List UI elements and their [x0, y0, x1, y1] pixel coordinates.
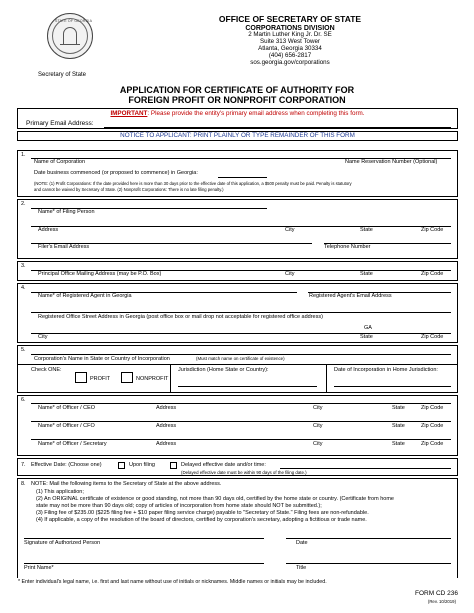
filing-state-label: State	[360, 227, 373, 233]
filing-address-label: Address	[38, 227, 59, 233]
address-line-1: 2 Martin Luther King Jr. Dr. SE	[248, 31, 332, 39]
section-4	[17, 283, 458, 343]
nonprofit-checkbox[interactable]	[121, 372, 133, 383]
secretary-zip-label: Zip Code	[421, 440, 444, 447]
date-incorporation-field[interactable]	[334, 386, 451, 387]
delayed-date-note: (Delayed effective date must be within 90 days of the filing date.)	[181, 469, 307, 475]
date-incorporation-label: Date of Incorporation in Home Jurisdiction:	[334, 367, 438, 373]
date-note-line-2: and cannot be waived by Secretary of State. (2) Nonprofit Corporations: There is no late filing penalty.)	[34, 187, 224, 192]
home-name-field[interactable]	[31, 354, 451, 355]
section-3	[17, 261, 458, 281]
print-name-field[interactable]	[24, 563, 264, 564]
filer-phone-label: Telephone Number	[324, 244, 371, 250]
jurisdiction-field[interactable]	[178, 386, 317, 387]
phone-number: (404) 656-2817	[268, 52, 312, 60]
section-2-number: 2.	[21, 201, 26, 207]
notice-banner	[17, 131, 458, 141]
form-title	[0, 85, 474, 106]
registered-office-city-field[interactable]	[31, 333, 451, 334]
title-field[interactable]	[286, 563, 451, 564]
registered-office-field[interactable]	[31, 312, 451, 313]
ceo-state-label: State	[392, 404, 405, 411]
reservation-number-label: Name Reservation Number (Optional)	[345, 159, 438, 165]
registered-state-label: State	[360, 334, 373, 340]
section-5-number: 5.	[21, 347, 26, 353]
mail-item-1: (1) This application;	[36, 488, 84, 495]
section-6-number: 6.	[21, 397, 26, 403]
effective-date-label: Effective Date: (Choose one)	[31, 462, 102, 468]
officer-cfo-field[interactable]	[31, 421, 451, 422]
filing-zip-label: Zip Code	[421, 227, 444, 233]
section-4-number: 4.	[21, 285, 26, 291]
filing-person-name-label: Name* of Filing Person	[38, 209, 95, 215]
section-5-divider-1	[170, 364, 171, 392]
filing-city-label: City	[285, 227, 295, 233]
principal-zip-label: Zip Code	[421, 271, 444, 277]
ceo-title-label: Name* of Officer / CEO	[38, 404, 96, 411]
officer-ceo-field[interactable]	[31, 403, 451, 404]
date-note-line-1: (NOTE: (1) Profit Corporations: If the date provided here is more than 30 days prior to the effective date of this application, a $500 penalty must be paid. Penalty is statutory	[34, 181, 352, 186]
section-5	[17, 345, 458, 393]
section-7	[17, 458, 458, 476]
profit-label: PROFIT	[90, 376, 111, 382]
secretary-city-label: City	[313, 440, 323, 447]
secretary-title-label: Name* of Officer / Secretary	[38, 440, 107, 447]
section-1	[17, 150, 458, 197]
profit-checkbox[interactable]	[75, 372, 87, 383]
registered-zip-label: Zip Code	[421, 334, 444, 340]
section-5-divider-2	[326, 364, 327, 392]
signature-date-label: Date	[296, 540, 308, 546]
ceo-address-label: Address	[156, 404, 177, 411]
legal-name-footnote: * Enter individual's legal name, i.e. first and last name without use of initials or nicknames. Middle names or initials may be included.	[18, 579, 327, 585]
secretary-state-label: State	[392, 440, 405, 447]
jurisdiction-label: Jurisdiction (Home State or Country):	[178, 367, 269, 373]
office-name: OFFICE OF SECRETARY OF STATE	[218, 14, 362, 24]
cfo-zip-label: Zip Code	[421, 422, 444, 429]
registered-agent-label: Name* of Registered Agent in Georgia	[38, 293, 132, 299]
state-seal	[47, 13, 93, 59]
primary-email-label: Primary Email Address:	[26, 119, 94, 127]
filing-person-address-field[interactable]	[31, 226, 451, 227]
important-text: : Please provide the entity's primary email address when completing this form.	[147, 110, 365, 117]
primary-email-field[interactable]	[104, 127, 451, 128]
seal-arch-icon	[63, 27, 77, 44]
cfo-title-label: Name* of Officer / CFO	[38, 422, 95, 429]
delayed-date-checkbox[interactable]	[170, 462, 177, 469]
section-3-number: 3.	[21, 263, 26, 269]
delayed-date-label: Delayed effective date and/or time:	[181, 462, 266, 468]
form-title-line-1: APPLICATION FOR CERTIFICATE OF AUTHORITY FOR	[119, 85, 355, 95]
address-line-2: Suite 313 West Tower	[260, 38, 320, 46]
registered-office-label: Registered Office Street Address in Georgia (post office box or mail drop not acceptable for registered office address)	[38, 314, 323, 320]
section-7-number: 7.	[21, 462, 26, 468]
notice-text: NOTICE TO APPLICANT: PRINT PLAINLY OR TYPE REMAINDER OF THIS FORM	[120, 132, 355, 139]
signature-label: Signature of Authorized Person	[24, 540, 101, 546]
ceo-city-label: City	[313, 404, 323, 411]
cfo-state-label: State	[392, 422, 405, 429]
section-6	[17, 395, 458, 456]
section-8-number: 8.	[21, 481, 26, 487]
mail-items-intro: NOTE: Mail the following items to the Secretary of State at the above address.	[31, 481, 222, 487]
upon-filing-checkbox[interactable]	[118, 462, 125, 469]
corporation-name-label: Name of Corporation	[34, 159, 86, 165]
cfo-city-label: City	[313, 422, 323, 429]
home-name-note: (Must match name on certificate of existence)	[196, 356, 285, 361]
email-box	[17, 108, 458, 129]
section-8	[17, 478, 458, 578]
seal-caption: Secretary of State	[38, 72, 87, 78]
delayed-date-field[interactable]	[280, 468, 451, 469]
website: sos.georgia.gov/corporations	[250, 59, 330, 67]
date-commenced-field[interactable]	[218, 177, 267, 178]
mail-item-3: (3) Filing fee of $235.00 ($225 filing fee + $10 paper filing service charge) payable to "Secretary of State." Filing fees are non-refundable.	[36, 509, 369, 516]
section-1-number: 1.	[21, 152, 26, 158]
mail-item-2-continued: state may not be more than 90 days old; copy of articles of incorporation from home state should NOT be submitted.);	[36, 502, 322, 509]
registered-city-label: City	[38, 334, 48, 340]
mail-item-2: (2) An ORIGINAL certificate of existence or good standing, not more than 90 days old, certified by the home state or country. (Certificate from home	[36, 495, 394, 502]
principal-state-label: State	[360, 271, 373, 277]
division-name: CORPORATIONS DIVISION	[245, 24, 335, 32]
principal-city-label: City	[285, 271, 295, 277]
check-one-label: Check ONE:	[31, 367, 62, 373]
cfo-address-label: Address	[156, 422, 177, 429]
print-name-label: Print Name*	[24, 565, 54, 571]
upon-filing-label: Upon filing	[129, 462, 155, 468]
ceo-zip-label: Zip Code	[421, 404, 444, 411]
secretary-address-label: Address	[156, 440, 177, 447]
seal-lettering: STATE OF GEORGIA	[55, 19, 93, 23]
agent-email-label: Registered Agent's Email Address	[309, 293, 392, 299]
signature-date-field[interactable]	[286, 538, 451, 539]
filer-email-label: Filer's Email Address	[38, 244, 90, 250]
important-label: IMPORTANT	[110, 110, 148, 117]
revision-date: (Rev. 10/2019)	[427, 599, 456, 604]
title-label: Title	[296, 565, 307, 571]
officer-secretary-field[interactable]	[31, 439, 451, 440]
form-number: FORM CD 236	[415, 590, 458, 597]
date-commenced-label: Date business commenced (or proposed to commence) in Georgia:	[34, 170, 198, 176]
ga-state-text: GA	[364, 325, 372, 331]
address-line-3: Atlanta, Georgia 30334	[258, 45, 322, 53]
section-2	[17, 199, 458, 259]
principal-office-label: Principal Office Mailing Address (may be P.O. Box)	[38, 271, 162, 277]
home-name-label: Corporation's Name in State or Country of Incorporation	[34, 355, 170, 362]
signature-field[interactable]	[24, 538, 264, 539]
office-header	[150, 15, 430, 67]
nonprofit-label: NONPROFIT	[136, 376, 169, 382]
mail-item-4: (4) If applicable, a copy of the resolution of the board of directors, certified by corporation's secretary, adopting a fictitious or trade name.	[36, 516, 367, 523]
form-title-line-2: FOREIGN PROFIT OR NONPROFIT CORPORATION	[128, 95, 346, 106]
